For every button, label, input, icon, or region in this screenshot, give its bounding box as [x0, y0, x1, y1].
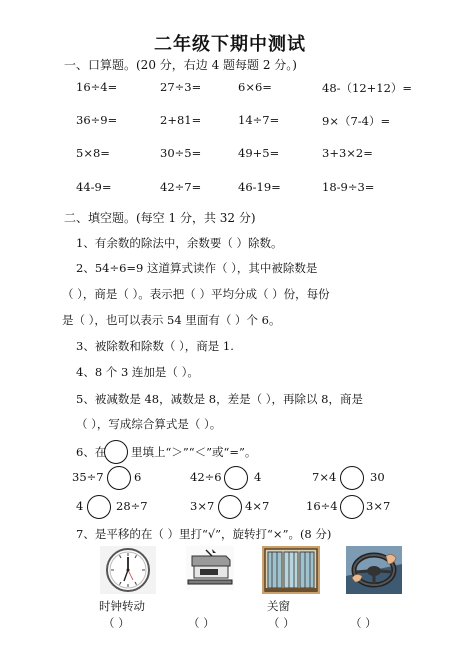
- answer-blank[interactable]: （ ）: [350, 616, 377, 630]
- answer-blank[interactable]: （ ）: [268, 616, 295, 630]
- calc-item: 30÷5=: [160, 146, 202, 160]
- question-2-line1: 2、54÷6=9 这道算式读作（ ），其中被除数是: [76, 261, 318, 275]
- calc-item: 36÷9=: [76, 113, 118, 127]
- calc-item: 16÷4=: [76, 80, 118, 94]
- calc-item: 2+81=: [160, 113, 202, 127]
- question-6-prefix: 6、在: [76, 445, 107, 459]
- calc-item: 5×8=: [76, 146, 110, 160]
- calc-item: 44-9=: [76, 180, 112, 194]
- calc-item: 18-9÷3=: [322, 180, 375, 194]
- compare-left: 16÷4: [306, 499, 338, 513]
- question-5-line1: 5、被减数是 48，减数是 8，差是（ ），再除以 8，商是: [76, 392, 363, 406]
- compare-right: 3×7: [366, 499, 391, 513]
- calc-item: 9×（7-4）=: [322, 114, 391, 128]
- compare-left: 3×7: [190, 499, 215, 513]
- compare-left: 4: [76, 499, 84, 513]
- calc-item: 42÷7=: [160, 180, 202, 194]
- picture-label-window: 关窗: [267, 599, 290, 613]
- calc-item: 48-（12+12）=: [322, 81, 413, 95]
- question-4: 4、8 个 3 连加是（ ）。: [76, 365, 199, 379]
- section2-heading: 二、填空题。(每空 1 分，共 32 分): [64, 211, 256, 225]
- compare-circle[interactable]: [340, 466, 364, 490]
- compare-circle[interactable]: [218, 495, 242, 519]
- compare-right: 6: [134, 470, 142, 484]
- compare-circle[interactable]: [340, 495, 364, 519]
- compare-left: 7×4: [312, 470, 337, 484]
- compare-right: 28÷7: [116, 499, 148, 513]
- calc-item: 27÷3=: [160, 80, 202, 94]
- calc-item: 6×6=: [238, 80, 272, 94]
- window-icon: [262, 546, 320, 594]
- compare-circle[interactable]: [87, 495, 111, 519]
- question-5-line2: （ ），写成综合算式是（ ）。: [76, 417, 222, 431]
- question-6-instruction: 里填上“＞”“＜”或“=”。: [131, 445, 257, 459]
- stapler-icon: [186, 546, 234, 590]
- question-1: 1、有余数的除法中，余数要（ ）除数。: [76, 236, 283, 250]
- section1-heading: 一、口算题。(20 分，右边 4 题每题 2 分。): [64, 58, 297, 72]
- answer-blank[interactable]: （ ）: [188, 616, 215, 630]
- picture-label-clock: 时钟转动: [99, 599, 145, 613]
- compare-circle[interactable]: [107, 466, 131, 490]
- calc-item: 49+5=: [238, 146, 280, 160]
- compare-right: 4×7: [245, 499, 270, 513]
- question-2-line3: 是（ ），也可以表示 54 里面有（ ）个 6。: [62, 313, 281, 327]
- steering-wheel-icon: [346, 546, 402, 594]
- page-title: 二年级下期中测试: [154, 34, 306, 55]
- calc-item: 14÷7=: [238, 113, 280, 127]
- calc-item: 46-19=: [238, 180, 281, 194]
- question-3: 3、被除数和除数（ ），商是 1.: [76, 339, 234, 353]
- compare-circle[interactable]: [224, 466, 248, 490]
- question-7: 7、是平移的在（ ）里打“√”，旋转打“×”。(8 分): [76, 527, 332, 541]
- compare-left: 42÷6: [190, 470, 222, 484]
- compare-circle-example: [104, 440, 128, 464]
- question-2-line2: （ ），商是（ ）。表示把（ ）平均分成（ ）份，每份: [62, 287, 330, 301]
- answer-blank[interactable]: （ ）: [103, 616, 130, 630]
- compare-left: 35÷7: [72, 470, 104, 484]
- compare-right: 4: [254, 470, 262, 484]
- clock-icon: [100, 546, 156, 594]
- calc-item: 3+3×2=: [322, 146, 373, 160]
- compare-right: 30: [370, 470, 385, 484]
